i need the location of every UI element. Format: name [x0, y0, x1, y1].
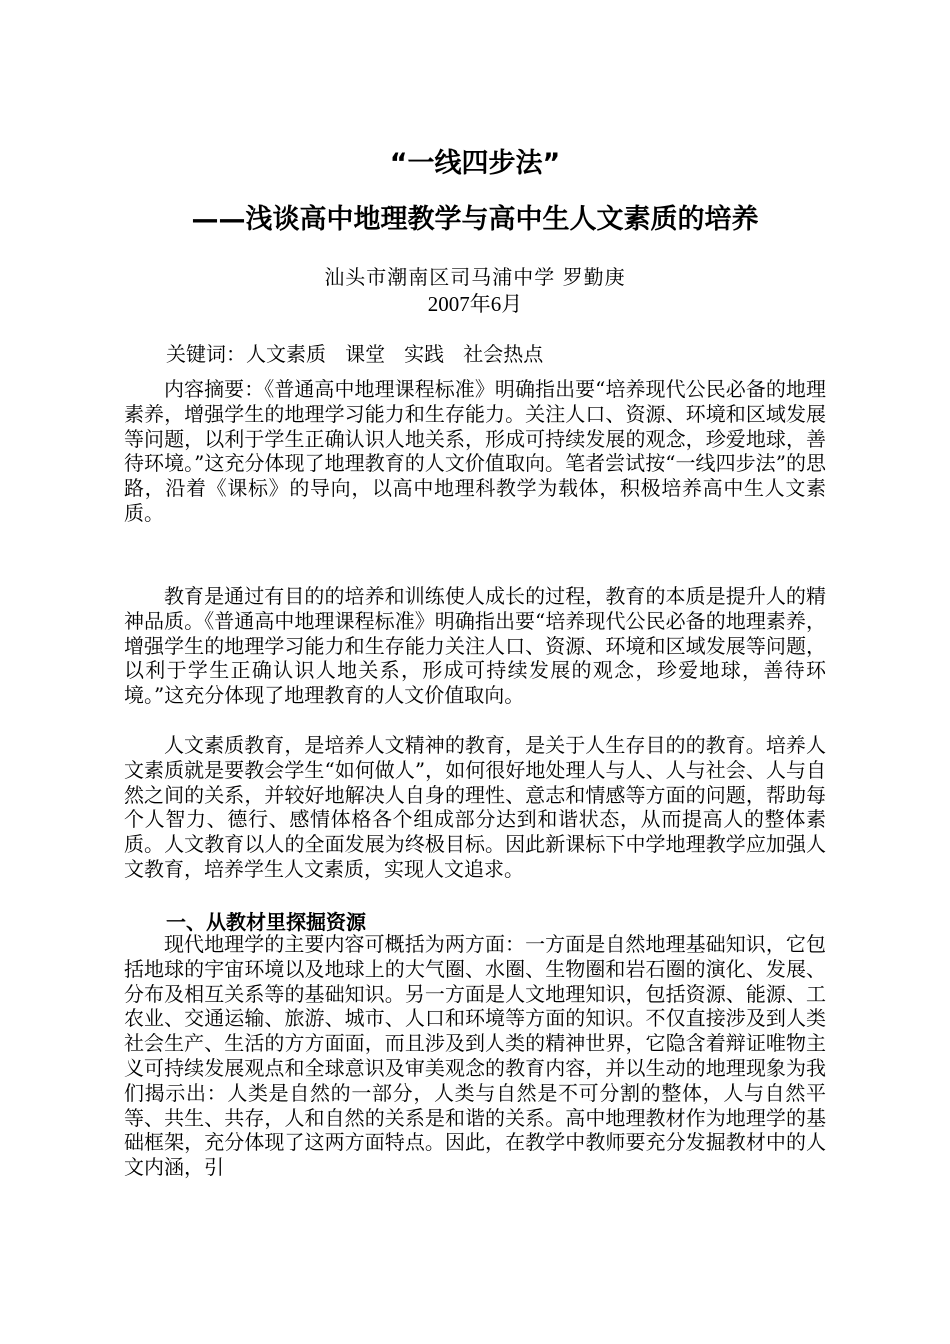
body-paragraph: 现代地理学的主要内容可概括为两方面：一方面是自然地理基础知识，它包括地球的宇宙环境以及地球上的大气圈、水圈、生物圈和岩石圈的演化、发展、分布及相互关系等的基础知识。另一方面是人文地理知识，包括资源、能源、工农业、交通运输、旅游、城市、人口和环境等方面的知识。不仅直接涉及到人类社会生产、生活的方方面面，而且涉及到人类的精神世界，它隐含着辩证唯物主义可持续发展观点和全球意识及审美观念的教育内容，并以生动的地理现象为我们揭示出：人类是自然的一部分，人类与自然是不可分割的整体，人与自然平等、共生、共存，人和自然的关系是和谐的关系。高中地理教材作为地理学的基础框架，充分体现了这两方面特点。因此，在教学中教师要充分发掘教材中的人文内涵，引 — [124, 932, 826, 1180]
keywords-line: 关键词：人文素质 课堂 实践 社会热点 — [166, 342, 544, 366]
abstract-paragraph: 内容摘要：《普通高中地理课程标准》明确指出要“培养现代公民必备的地理素养，增强学生的地理学习能力和生存能力。关注人口、资源、环境和区域发展等问题，以利于学生正确认识人地关系，形成可持续发展的观念，珍爱地球，善待环境。”这充分体现了地理教育的人文价值取向。笔者尝试按“一线四步法”的思路，沿着《课标》的导向，以高中地理科教学为载体，积极培养高中生人文素质。 — [124, 377, 826, 525]
body-paragraph: 人文素质教育，是培养人文精神的教育，是关于人生存目的的教育。培养人文素质就是要教会学生“如何做人”，如何很好地处理人与人、人与社会、人与自然之间的关系，并较好地解决人自身的理性、意志和情感等方面的问题，帮助每个人智力、德行、感情体格各个组成部分达到和谐状态，从而提高人的整体素质。人文教育以人的全面发展为终极目标。因此新课标下中学地理教学应加强人文教育，培养学生人文素质，实现人文追求。 — [124, 733, 826, 881]
document-subtitle: ——浅谈高中地理教学与高中生人文素质的培养 — [191, 204, 759, 235]
body-paragraph: 教育是通过有目的的培养和训练使人成长的过程，教育的本质是提升人的精神品质。《普通高中地理课程标准》明确指出要“培养现代公民必备的地理素养，增强学生的地理学习能力和生存能力关注人口、资源、环境和区域发展等问题，以利于学生正确认识人地关系，形成可持续发展的观念，珍爱地球，善待环境。”这充分体现了地理教育的人文价值取向。 — [124, 584, 826, 708]
date-line: 2007年6月 — [427, 292, 523, 316]
author-line: 汕头市潮南区司马浦中学 罗勤庚 — [324, 265, 626, 289]
document-title: “一线四步法” — [389, 148, 561, 179]
section-heading: 一、从教材里探掘资源 — [166, 910, 366, 934]
